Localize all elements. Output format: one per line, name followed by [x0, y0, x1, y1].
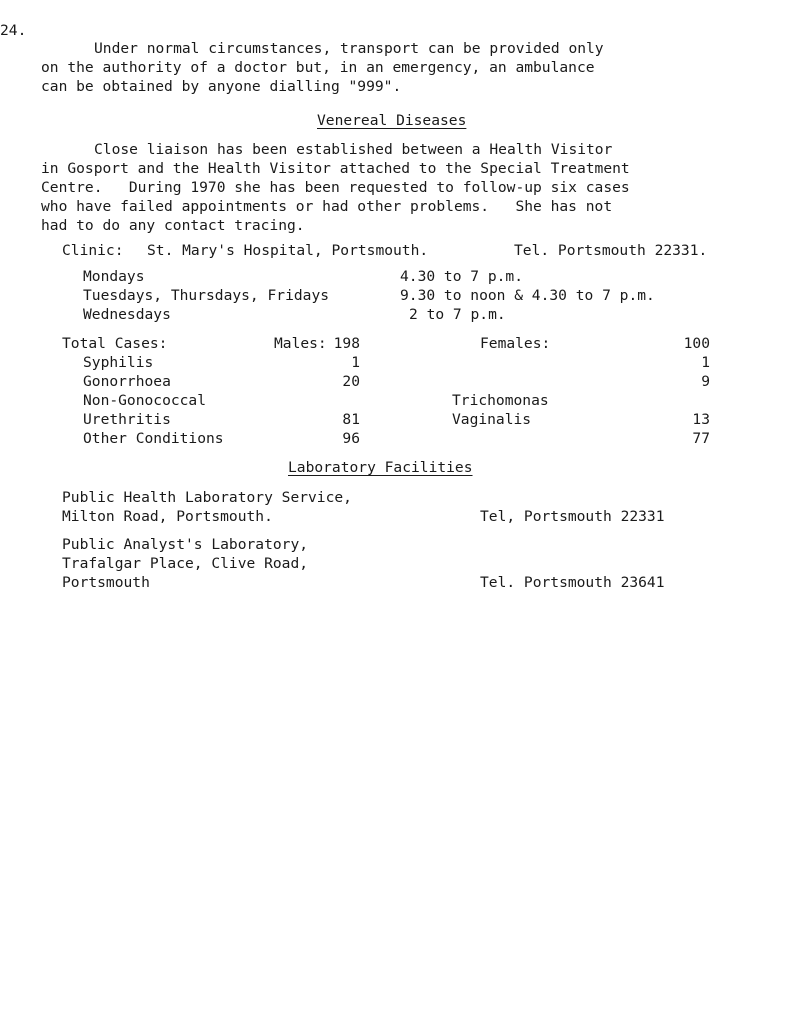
males-count: 81	[342, 411, 360, 428]
total-cases-label: Total Cases:	[62, 335, 168, 352]
clinic-telephone: Tel. Portsmouth 22331.	[514, 242, 708, 259]
lab-address-line: Trafalgar Place, Clive Road,	[62, 555, 309, 572]
section-heading-venereal: Venereal Diseases	[317, 112, 467, 129]
males-count: 96	[342, 430, 360, 447]
venereal-paragraph-line: Centre. During 1970 she has been requested to follow-up six cases	[41, 179, 630, 196]
female-condition-name: Trichomonas	[452, 392, 549, 409]
clinic-days: Mondays	[83, 268, 145, 285]
page-number: 24.	[0, 22, 27, 39]
venereal-paragraph-line: had to do any contact tracing.	[41, 217, 305, 234]
clinic-hours: 9.30 to noon & 4.30 to 7 p.m.	[400, 287, 655, 304]
females-count: 1	[701, 354, 710, 371]
lab-address-line: Public Analyst's Laboratory,	[62, 536, 309, 553]
total-females-value: 100	[683, 335, 710, 352]
males-count: 20	[342, 373, 360, 390]
clinic-hours: 4.30 to 7 p.m.	[400, 268, 524, 285]
condition-name: Non-Gonococcal	[83, 392, 207, 409]
condition-name: Other Conditions	[83, 430, 224, 447]
intro-line: on the authority of a doctor but, in an emergency, an ambulance	[41, 59, 595, 76]
lab-address-line: Public Health Laboratory Service,	[62, 489, 352, 506]
total-males-value: 198	[333, 335, 360, 352]
intro-line: Under normal circumstances, transport can be provided only	[94, 40, 604, 57]
clinic-hours: 2 to 7 p.m.	[409, 306, 506, 323]
venereal-paragraph-line: who have failed appointments or had other problems. She has not	[41, 198, 613, 215]
female-condition-name: Vaginalis	[452, 411, 532, 428]
section-heading-laboratory: Laboratory Facilities	[288, 459, 473, 476]
venereal-paragraph-line: Close liaison has been established between a Health Visitor	[94, 141, 613, 158]
venereal-paragraph-line: in Gosport and the Health Visitor attached to the Special Treatment	[41, 160, 630, 177]
condition-name: Gonorrhoea	[83, 373, 171, 390]
condition-name: Urethritis	[83, 411, 171, 428]
lab-address-line: Portsmouth	[62, 574, 150, 591]
lab-address-line: Milton Road, Portsmouth.	[62, 508, 273, 525]
females-count: 77	[692, 430, 710, 447]
lab-telephone: Tel. Portsmouth 23641	[480, 574, 665, 591]
females-count: 9	[701, 373, 710, 390]
males-label: Males:	[274, 335, 327, 352]
lab-telephone: Tel, Portsmouth 22331	[480, 508, 665, 525]
clinic-location: St. Mary's Hospital, Portsmouth.	[147, 242, 429, 259]
clinic-days: Wednesdays	[83, 306, 171, 323]
condition-name: Syphilis	[83, 354, 154, 371]
clinic-days: Tuesdays, Thursdays, Fridays	[83, 287, 330, 304]
females-label: Females:	[480, 335, 551, 352]
males-count: 1	[351, 354, 360, 371]
intro-line: can be obtained by anyone dialling "999".	[41, 78, 402, 95]
clinic-label: Clinic:	[62, 242, 124, 259]
females-count: 13	[692, 411, 710, 428]
